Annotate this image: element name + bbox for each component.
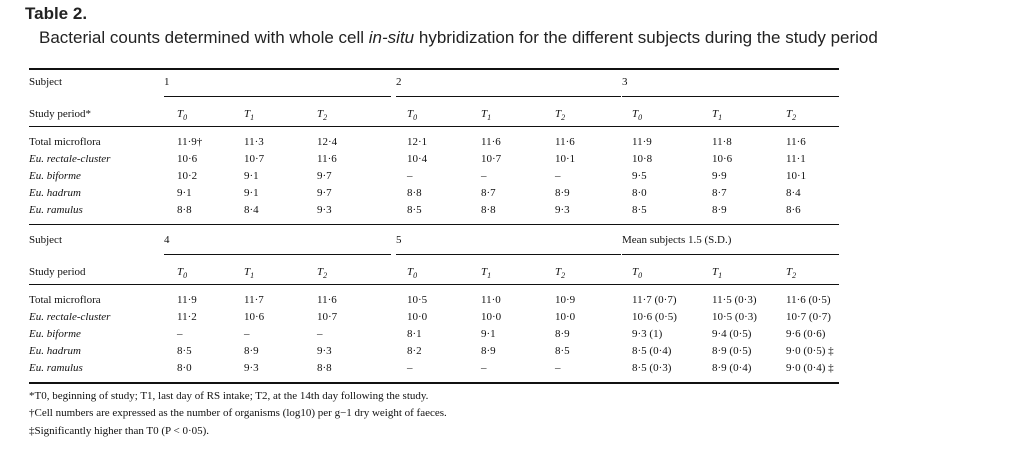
period-subscript: 0 [183, 271, 188, 281]
table-cell: 11·5 (0·3) [712, 294, 757, 306]
table-cell: 10·6 (0·5) [632, 311, 677, 323]
group-rule [396, 96, 621, 97]
period-header: $T_0$ [407, 266, 418, 281]
footnote-significance: ‡Significantly higher than T0 (P < 0·05). [29, 425, 210, 437]
table-cell: 9·7 [317, 170, 332, 182]
table-cell: 11·1 [786, 153, 806, 165]
period-header: $T_2$ [317, 266, 328, 281]
table-cell: 12·1 [407, 136, 428, 148]
subject-label: Subject [29, 76, 62, 88]
period-subscript: 2 [323, 113, 328, 123]
table-cell: 11·6 [555, 136, 575, 148]
table-cell: 11·6 [317, 294, 337, 306]
table-cell: 8·0 [177, 362, 192, 374]
table-cell: 11·7 [244, 294, 264, 306]
row-label: Eu. ramulus [29, 362, 83, 374]
row-label: Eu. hadrum [29, 187, 81, 199]
period-subscript: 0 [413, 113, 418, 123]
table-cell: 10·0 [555, 311, 576, 323]
period-subscript: 1 [250, 113, 255, 123]
study-period-label: Study period* [29, 108, 92, 120]
period-header: $T_2$ [786, 266, 797, 281]
table-cell: 8·5 (0·4) [632, 345, 672, 357]
table-cell: 9·3 [555, 204, 570, 216]
block-separator-rule [29, 224, 839, 225]
period-header: $T_0$ [632, 108, 643, 123]
table-cell: – [407, 362, 413, 374]
footnote-periods: *T0, beginning of study; T1, last day of RS intake; T2, at the 14th day following the study. [29, 390, 429, 402]
table-cell: – [481, 362, 487, 374]
table-cell: 8·2 [407, 345, 422, 357]
group-rule [622, 96, 839, 97]
group-rule [396, 254, 621, 255]
table-cell: 8·9 [712, 204, 727, 216]
period-subscript: 2 [323, 271, 328, 281]
table-cell: – [177, 328, 183, 340]
row-label: Total microflora [29, 136, 101, 148]
caption-text-italic: in-situ [368, 28, 415, 47]
table-cell: 10·7 [317, 311, 338, 323]
period-header: $T_2$ [786, 108, 797, 123]
table-cell: 9·3 [317, 345, 332, 357]
row-label: Eu. biforme [29, 328, 81, 340]
period-header: $T_1$ [481, 108, 492, 123]
period-header: $T_1$ [712, 108, 723, 123]
period-header: $T_0$ [632, 266, 643, 281]
subject-group-header: 2 [396, 76, 402, 88]
period-subscript: 2 [792, 271, 797, 281]
table-cell: 8·8 [481, 204, 496, 216]
table-cell: 9·0 (0·5) ‡ [786, 345, 834, 357]
period-subscript: 1 [250, 271, 255, 281]
period-header: $T_1$ [244, 266, 255, 281]
table-cell: 11·7 (0·7) [632, 294, 677, 306]
table-cell: 10·6 [177, 153, 198, 165]
footnote-cell-numbers: †Cell numbers are expressed as the number of organisms (log10) per g−1 dry weight of faeces. [29, 407, 447, 419]
table-cell: 8·9 (0·5) [712, 345, 752, 357]
subject-group-header: 4 [164, 234, 170, 246]
table-cell: 8·9 [555, 328, 570, 340]
period-header: $T_2$ [555, 108, 566, 123]
table-cell: 8·9 [244, 345, 259, 357]
table-cell: 10·7 [244, 153, 265, 165]
table-cell: 8·9 [481, 345, 496, 357]
table-cell: 10·8 [632, 153, 653, 165]
table-cell: 8·5 [177, 345, 192, 357]
period-header: $T_1$ [712, 266, 723, 281]
period-subscript: 2 [792, 113, 797, 123]
period-subscript: 0 [183, 113, 188, 123]
row-label: Eu. ramulus [29, 204, 83, 216]
period-subscript: 0 [638, 113, 643, 123]
table-cell: 9·3 [244, 362, 259, 374]
table-cell: – [407, 170, 413, 182]
table-cell: 10·1 [786, 170, 807, 182]
table-cell: 10·4 [407, 153, 428, 165]
period-header: $T_2$ [555, 266, 566, 281]
row-label: Eu. hadrum [29, 345, 81, 357]
table-cell: 10·6 [244, 311, 265, 323]
table-cell: 9·5 [632, 170, 647, 182]
table-cell: 9·6 (0·6) [786, 328, 826, 340]
table-cell: 9·3 [317, 204, 332, 216]
table-cell: 8·7 [481, 187, 496, 199]
table-cell: – [555, 362, 561, 374]
table-cell: 8·4 [786, 187, 801, 199]
table-caption [39, 28, 878, 48]
table-cell: 10·9 [555, 294, 576, 306]
table-cell: 9·1 [244, 187, 259, 199]
table-cell: 9·7 [317, 187, 332, 199]
table-cell: 9·1 [244, 170, 259, 182]
group-rule [164, 96, 391, 97]
table-caption-title: Table 2. [25, 4, 88, 23]
row-label: Total microflora [29, 294, 101, 306]
table-cell: 8·5 [632, 204, 647, 216]
table-cell: 12·4 [317, 136, 338, 148]
table-cell: 10·6 [712, 153, 733, 165]
table-cell: 9·1 [177, 187, 192, 199]
table-cell: 8·7 [712, 187, 727, 199]
table-cell: – [244, 328, 250, 340]
subject-group-header: Mean subjects 1.5 (S.D.) [622, 234, 732, 246]
table-cell: 8·9 [555, 187, 570, 199]
subject-group-header: 5 [396, 234, 402, 246]
table-cell: 10·1 [555, 153, 576, 165]
subject-label: Subject [29, 234, 62, 246]
table-cell: 9·0 (0·4) ‡ [786, 362, 834, 374]
table-cell: – [317, 328, 323, 340]
table-cell: 10·5 [407, 294, 428, 306]
table-cell: 10·2 [177, 170, 198, 182]
period-header: $T_1$ [481, 266, 492, 281]
subject-group-header: 1 [164, 76, 170, 88]
period-header: $T_0$ [177, 108, 188, 123]
table-cell: 11·9 [632, 136, 652, 148]
period-header: $T_2$ [317, 108, 328, 123]
row-label: Eu. rectale-cluster [29, 153, 111, 165]
table-cell: 11·6 (0·5) [786, 294, 831, 306]
table-cell: 8·5 [407, 204, 422, 216]
table-bottom-rule [29, 382, 839, 384]
table-cell: 8·1 [407, 328, 422, 340]
table-cell: 10·7 [481, 153, 502, 165]
table-cell: 10·0 [481, 311, 502, 323]
table-cell: 8·8 [407, 187, 422, 199]
subject-group-header: 3 [622, 76, 628, 88]
caption-text-start: Bacterial counts determined with whole cell [39, 28, 369, 47]
period-subscript: 1 [718, 271, 723, 281]
period-subscript: 2 [561, 271, 566, 281]
caption-text-end: hybridization for the different subjects during the study period [414, 28, 878, 47]
table-cell: 9·1 [481, 328, 496, 340]
table-cell: 8·9 (0·4) [712, 362, 752, 374]
table-cell: 11·2 [177, 311, 197, 323]
table-cell: 11·3 [244, 136, 264, 148]
header-rule [29, 126, 839, 127]
table-cell: – [555, 170, 561, 182]
period-header: $T_1$ [244, 108, 255, 123]
table-cell: 8·5 [555, 345, 570, 357]
table-cell: 10·7 (0·7) [786, 311, 831, 323]
table-cell: 10·5 (0·3) [712, 311, 757, 323]
group-rule [622, 254, 839, 255]
table-cell: 11·9 [177, 294, 197, 306]
study-period-label: Study period [29, 266, 86, 278]
table-cell: 8·5 (0·3) [632, 362, 672, 374]
table-cell: 8·8 [317, 362, 332, 374]
table-cell: 11·8 [712, 136, 732, 148]
period-subscript: 0 [638, 271, 643, 281]
header-rule [29, 284, 839, 285]
period-header: $T_0$ [407, 108, 418, 123]
table-cell: 11·6 [317, 153, 337, 165]
table-cell: 8·4 [244, 204, 259, 216]
period-subscript: 0 [413, 271, 418, 281]
table-cell: 9·4 (0·5) [712, 328, 752, 340]
table-cell: 9·3 (1) [632, 328, 663, 340]
table-cell: 8·8 [177, 204, 192, 216]
table-cell: 10·0 [407, 311, 428, 323]
period-subscript: 1 [718, 113, 723, 123]
table-cell: – [481, 170, 487, 182]
group-rule [164, 254, 391, 255]
period-subscript: 2 [561, 113, 566, 123]
table-cell: 11·6 [786, 136, 806, 148]
period-subscript: 1 [487, 271, 492, 281]
table-top-rule [29, 68, 839, 70]
table-cell: 8·6 [786, 204, 801, 216]
table-cell: 11·0 [481, 294, 501, 306]
table-cell: 11·6 [481, 136, 501, 148]
period-subscript: 1 [487, 113, 492, 123]
table-cell: 11·9† [177, 136, 203, 148]
table-cell: 8·0 [632, 187, 647, 199]
table-cell: 9·9 [712, 170, 727, 182]
row-label: Eu. biforme [29, 170, 81, 182]
row-label: Eu. rectale-cluster [29, 311, 111, 323]
period-header: $T_0$ [177, 266, 188, 281]
